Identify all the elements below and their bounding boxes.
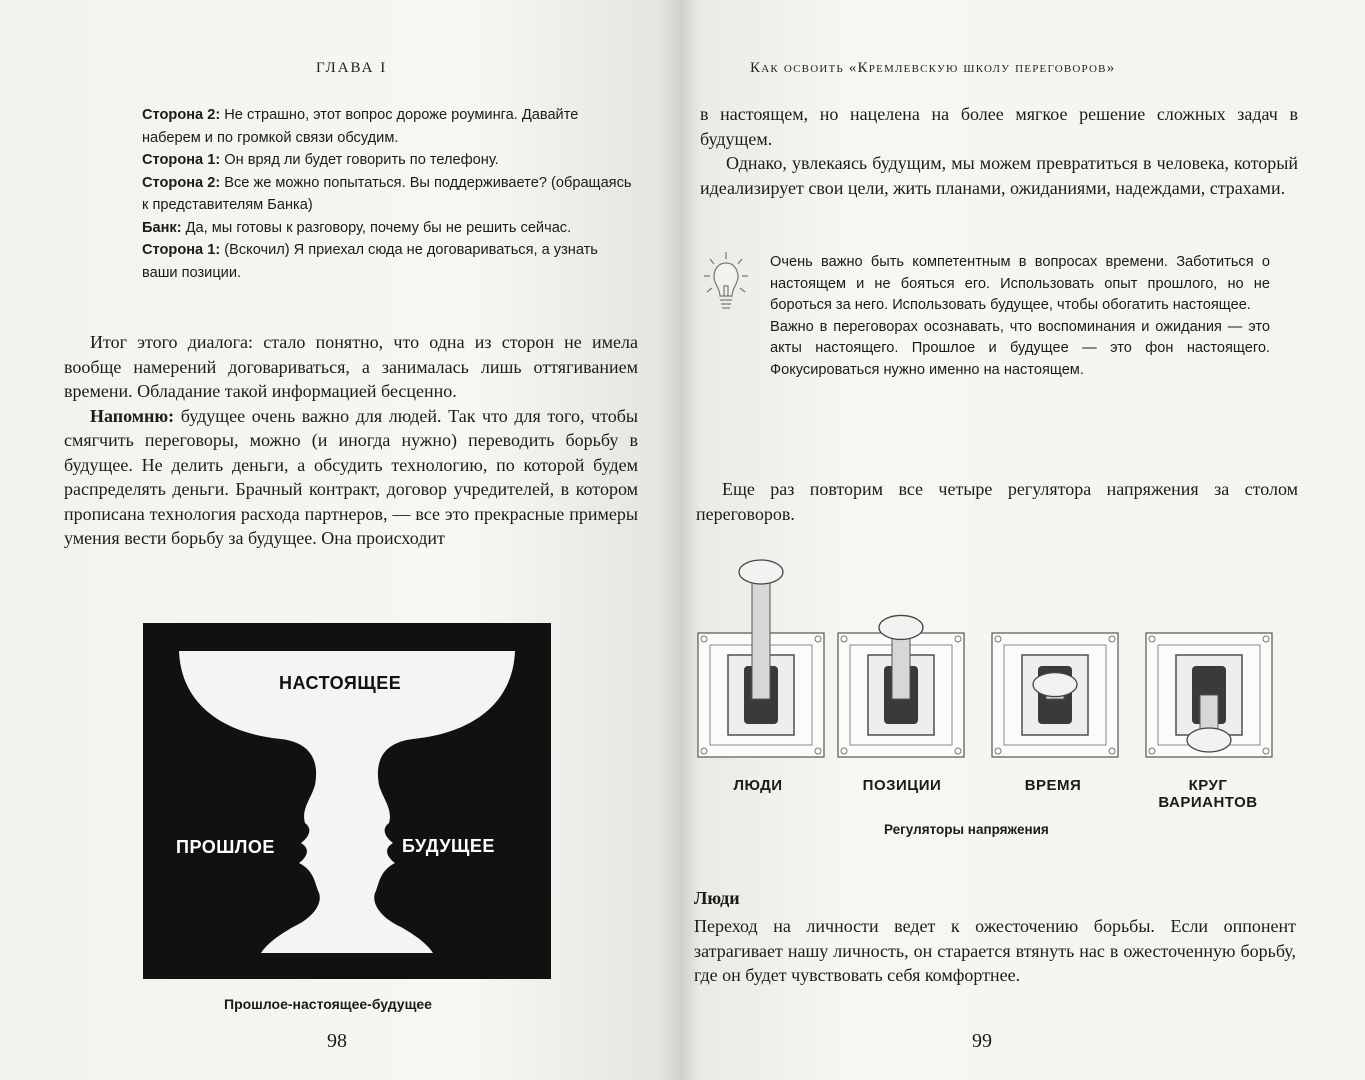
- regulator-label: ЛЮДИ: [733, 777, 783, 794]
- page-number-right: 99: [972, 1030, 992, 1052]
- paragraph-text: будущее очень важно для людей. Так что для того, чтобы смягчить переговоры, можно (и иногда нужно) переводить борьбу в будущее. Не делить деньги, а обсудить технологию, по которой будем распределять деньги. Брачный контракт, договор учредителей, в котором прописана технология расхода партнеров, — все это прекрасные примеры умения вести борьбу за будущее. Она происходит: [64, 405, 638, 548]
- figure-label-past: ПРОШЛОЕ: [176, 837, 275, 857]
- tip-box: [770, 252, 1270, 381]
- regulator-switch: [698, 560, 824, 757]
- right-body-mid: [696, 477, 1298, 526]
- paragraph: в настоящем, но нацелена на более мягкое решение сложных задач в будущем.: [700, 104, 1298, 149]
- dialog-speaker: Банк:: [142, 219, 182, 236]
- page-number-left: 98: [327, 1030, 347, 1052]
- dialog-line: [142, 104, 632, 149]
- paragraph-lead: Напомню:: [90, 405, 175, 426]
- regulator-label: ВРЕМЯ: [1024, 777, 1082, 794]
- regulators-caption: Регуляторы напряжения: [884, 822, 1049, 837]
- regulator-label: КРУГ ВАРИАНТОВ: [1158, 777, 1258, 811]
- lightbulb-icon: [704, 250, 748, 320]
- dialog-line: [142, 217, 632, 240]
- regulators-illustration: [680, 550, 1365, 770]
- dialog-text: (Вскочил) Я приехал сюда не договариваться, а узнать ваши позиции.: [142, 242, 598, 281]
- dialog-text: Да, мы готовы к разговору, почему бы не решить сейчас.: [181, 219, 572, 236]
- right-body-bottom: [694, 914, 1296, 988]
- figure-label-present: НАСТОЯЩЕЕ: [279, 673, 402, 693]
- running-head-left: ГЛАВА I: [316, 60, 388, 76]
- left-page: [0, 0, 680, 1080]
- dialog-text: Все же можно попытаться. Вы поддерживаете? (обращаясь к представителям Банка): [142, 174, 632, 213]
- dialog-block: [142, 104, 632, 284]
- paragraph: Еще раз повторим все четыре регулятора напряжения за столом переговоров.: [696, 479, 1298, 524]
- section-title: Люди: [694, 888, 740, 908]
- paragraph: Однако, увлекаясь будущим, мы можем превратиться в человека, который идеализирует свои цели, жить планами, ожиданиями, надеждами, страхами.: [700, 153, 1298, 198]
- paragraph: [64, 404, 638, 551]
- tip-paragraph: Очень важно быть компетентным в вопросах времени. Заботиться о настоящем и не бояться его. Использовать опыт прошлого, но не бороться за него. Использовать будущее, чтобы обогатить настоящее.: [770, 254, 1270, 313]
- dialog-line: [142, 172, 632, 217]
- dialog-text: Он вряд ли будет говорить по телефону.: [220, 152, 499, 168]
- regulator-switch: [1146, 633, 1272, 757]
- dialog-speaker: Сторона 2:: [142, 107, 221, 123]
- dialog-speaker: Сторона 2:: [142, 174, 221, 191]
- dialog-text: Не страшно, этот вопрос дороже роуминга. Давайте наберем и по громкой связи обсудим.: [142, 107, 579, 146]
- left-body: [64, 330, 638, 551]
- right-page: [680, 0, 1365, 1080]
- regulator-switch: [838, 615, 964, 757]
- running-head-right: Как освоить «Кремлевскую школу переговоров»: [750, 60, 1116, 76]
- paragraph: Переход на личности ведет к ожесточению борьбы. Если оппонент затрагивает нашу личность, он старается втянуть нас в ожесточенную борьбу, где он будет чувствовать себя комфортнее.: [694, 916, 1296, 985]
- figure-label-future: БУДУЩЕЕ: [402, 836, 495, 856]
- switch-knob: [1187, 728, 1231, 752]
- figure-caption: Прошлое-настоящее-будущее: [224, 996, 432, 1012]
- switch-knob: [879, 615, 923, 639]
- switch-knob: [1033, 673, 1077, 697]
- switch-lever: [752, 572, 770, 699]
- right-body-top: [700, 102, 1298, 200]
- switch-knob: [739, 560, 783, 584]
- dialog-line: [142, 149, 632, 172]
- dialog-line: [142, 239, 632, 284]
- regulator-switch: [992, 633, 1118, 757]
- paragraph: Итог этого диалога: стало понятно, что одна из сторон не имела вообще намерений договариваться, а занималась лишь оттягиванием времени. Обладание такой информацией бесценно.: [64, 332, 638, 401]
- regulator-label: ПОЗИЦИИ: [862, 777, 942, 794]
- dialog-speaker: Сторона 1:: [142, 242, 221, 258]
- dialog-speaker: Сторона 1:: [142, 152, 221, 168]
- tip-paragraph: Важно в переговорах осознавать, что воспоминания и ожидания — это акты настоящего. Прошлое и будущее — это фон настоящего. Фокусироваться нужно именно на настоящем.: [770, 318, 1270, 378]
